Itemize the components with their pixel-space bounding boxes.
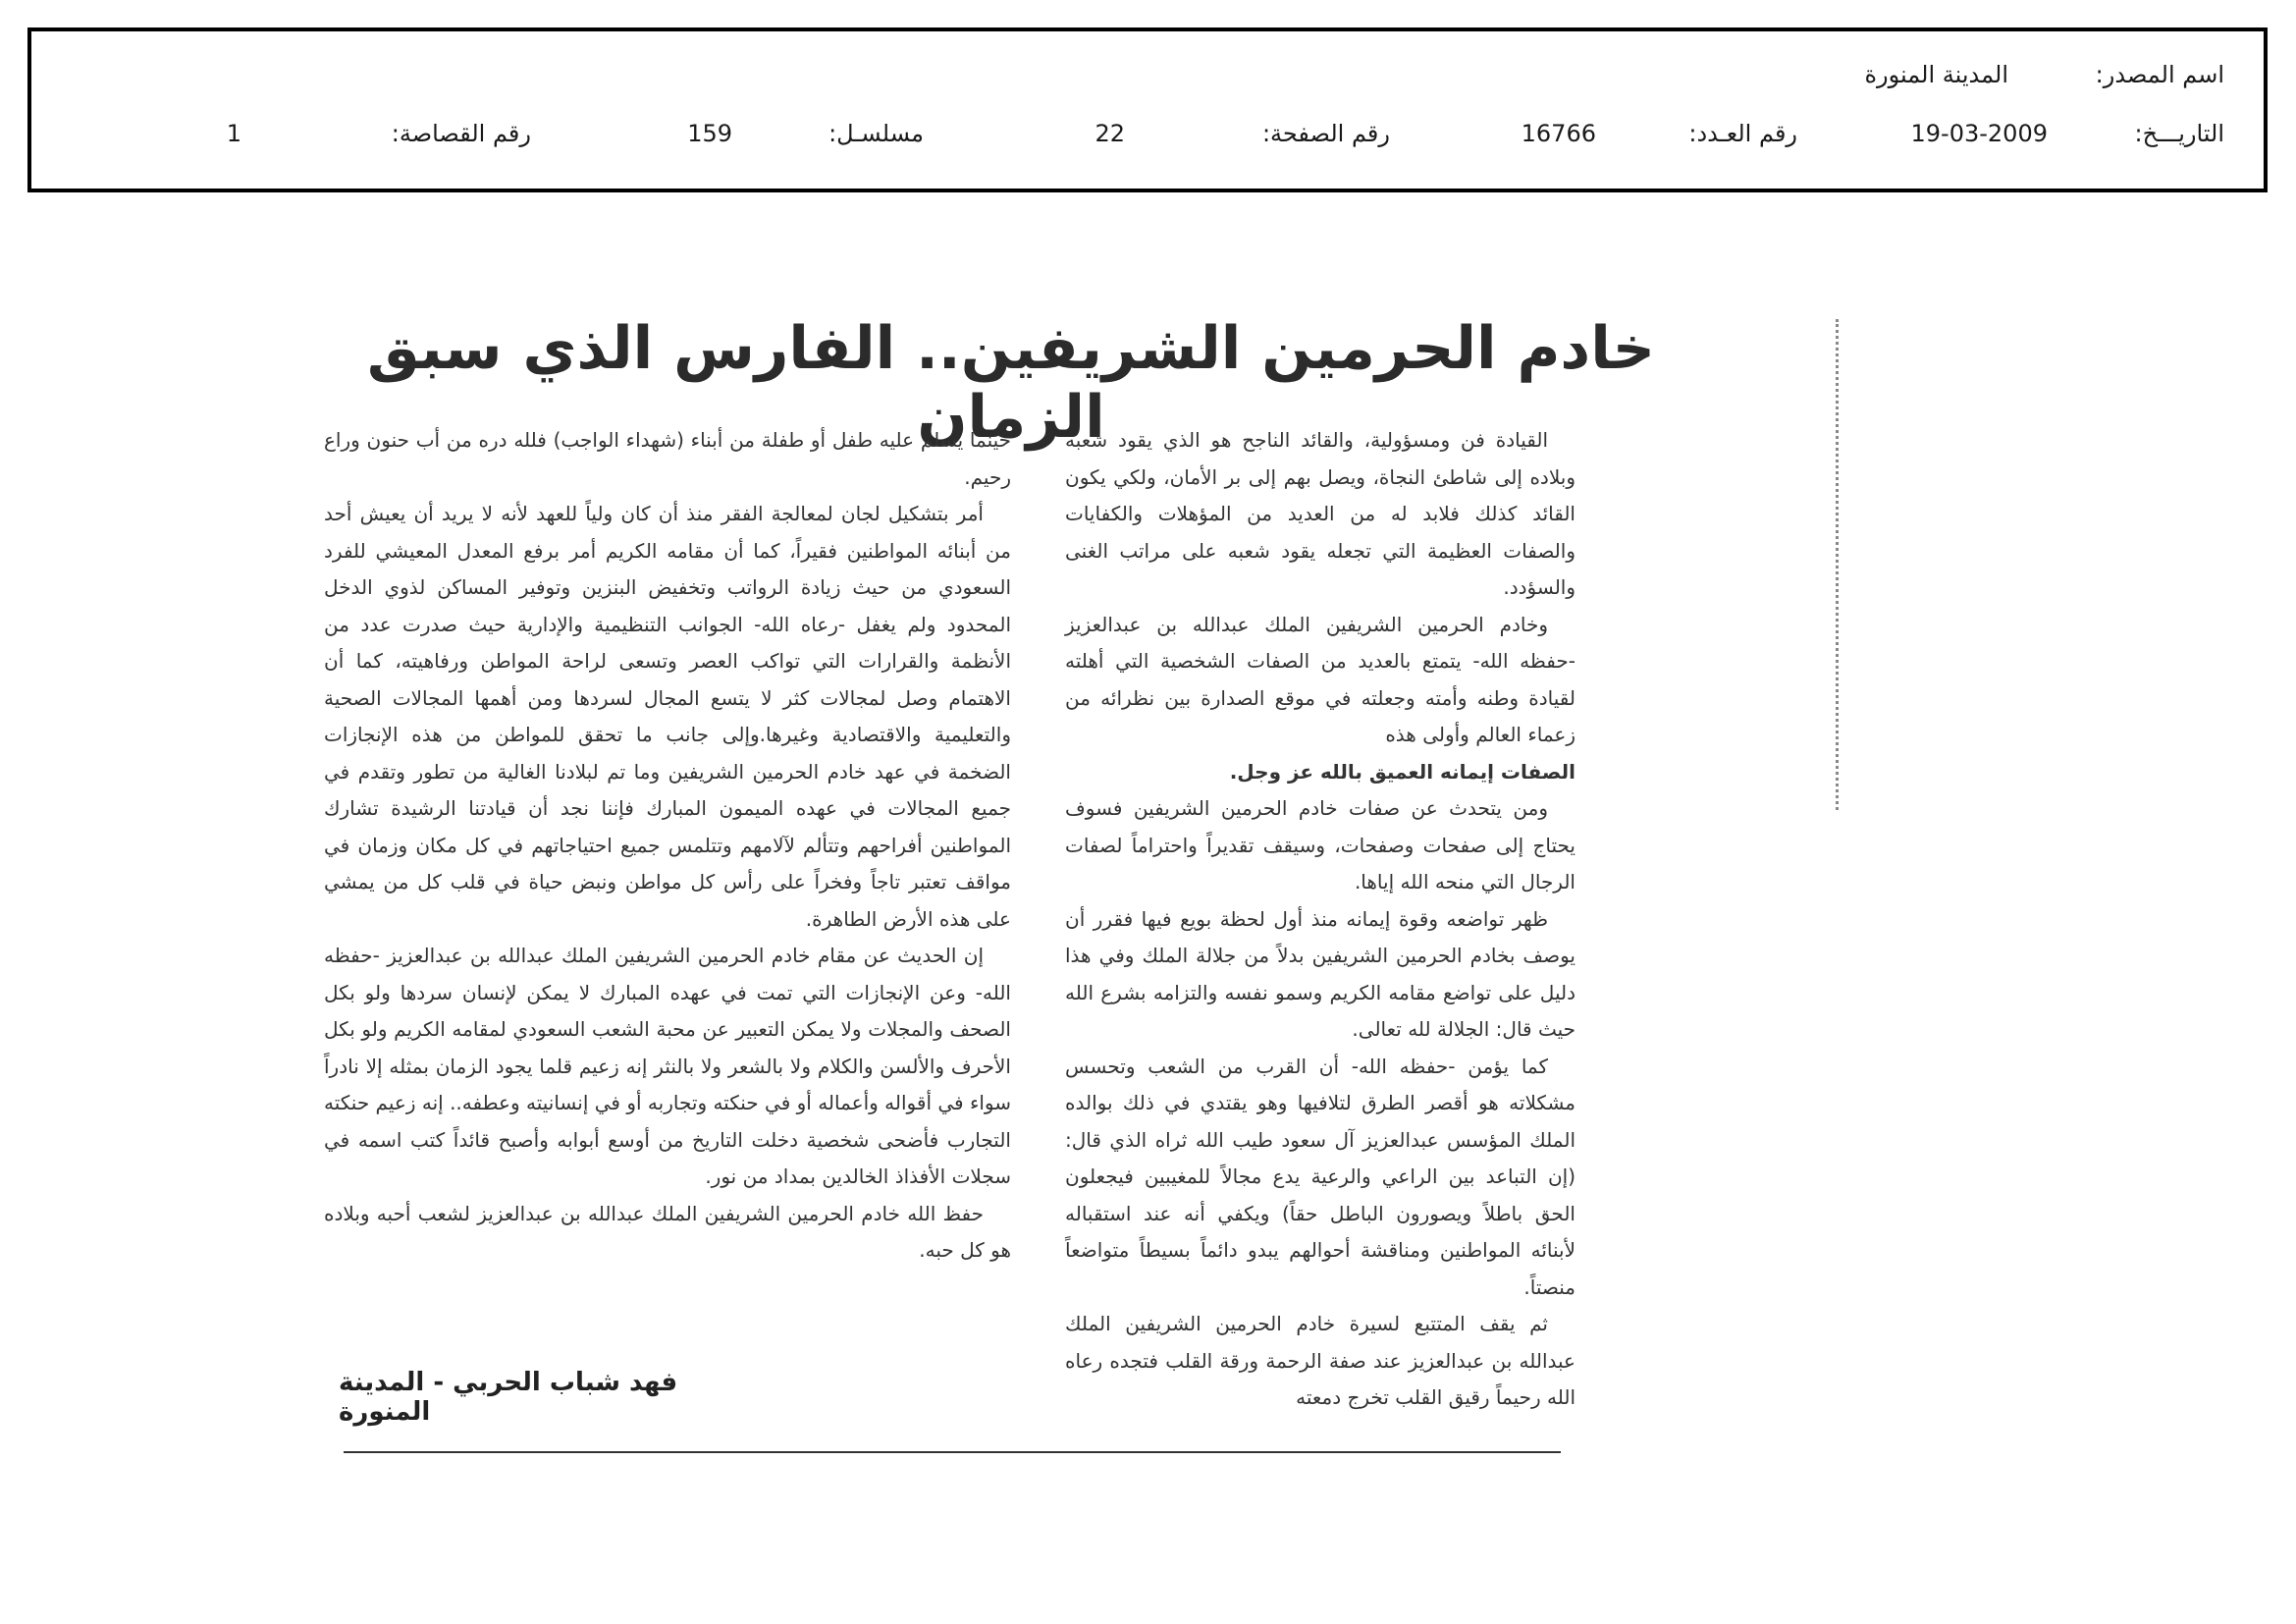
article-byline: فهد شباب الحربي - المدينة المنورة (339, 1368, 678, 1427)
right-paragraph-4: ومن يتحدث عن صفات خادم الحرمين الشريفين فسوف يحتاج إلى صفحات وصفحات، وسيقف تقديراً واحتراماً لصفات الرجال التي منحه الله إياها. (1065, 796, 1575, 893)
right-paragraph-3: الصفات إيمانه العميق بالله عز وجل. (1229, 759, 1575, 784)
clip-number-label: رقم القصاصة: (391, 120, 531, 147)
article-right-column (1065, 422, 1575, 1417)
left-paragraph-4: حفظ الله خادم الحرمين الشريفين الملك عبدالله بن عبدالعزيز لشعب أحبه وبلاده هو كل حبه. (324, 1201, 1011, 1262)
source-value: المدينة المنورة (1864, 61, 2008, 88)
article-headline: خادم الحرمين الشريفين.. الفارس الذي سبق الزمان (366, 314, 1655, 452)
page-value: 22 (1095, 120, 1125, 147)
left-paragraph-2: أمر بتشكيل لجان لمعالجة الفقر منذ أن كان ولياً للعهد لأنه لا يريد أن يعيش أحد من أبنائه المواطنين فقيراً، كما أن مقامه الكريم أمر برفع المعدل المعيشي للفرد السعودي من حيث زيادة الرواتب وتخفيض البنزين وتوفير المساكن لذوي الدخل المحدود ولم يغفل -رعاه الله- الجوانب التنظيمية والإدارية حيث صدرت عدد من الأنظمة والقرارات التي تواكب العصر وتسعى لراحة المواطن ورفاهيته، كما أن الاهتمام وصل لمجالات كثر لا يتسع المجال لسردها ومن أهمها المجالات الصحية والتعليمية والاقتصادية وغيرها.وإلى جانب ما تحقق للمواطن من هذه الإنجازات الضخمة في عهد خادم الحرمين الشريفين وما تم لبلادنا الغالية من تطور وتقدم في جميع المجالات في عهده الميمون المبارك فإننا نجد أن قيادتنا الرشيدة تشارك المواطنين أفراحهم وتتألم لآلامهم وتتلمس جميع احتياجاتهم في كل مكان وزمان في مواقف تعتبر تاجاً وفخراً على رأس كل مواطن ونبض حياة في قلب كل من يمشي على هذه الأرض الطاهرة. (324, 502, 1011, 931)
article-bottom-rule (344, 1451, 1561, 1453)
clip-number-value: 1 (226, 120, 241, 147)
clipping-metadata-box (27, 27, 2268, 192)
date-value: 19-03-2009 (1910, 120, 2048, 147)
left-paragraph-3: إن الحديث عن مقام خادم الحرمين الشريفين الملك عبدالله بن عبدالعزيز -حفظه الله- وعن الإنجازات التي تمت في عهده المبارك لا يمكن لإنسان سردها ولو بكل الصحف والمجلات ولا يمكن التعبير عن محبة الشعب السعودي لمقامه الكريم ولو بكل الأحرف والألسن والكلام ولا بالشعر ولا بالنثر إنه زعيم قلما يجود الزمان بمثله إلا نادراً سواء في أقواله وأعماله أو في حنكته وتجاربه أو في إنسانيته وعطفه.. إنه زعيم حنكته التجارب فأضحى شخصية دخلت التاريخ من أوسع أبوابه وأصبح قائداً كتب اسمه في سجلات الأفذاذ الخالدين بمداد من نور. (324, 944, 1011, 1188)
source-label: اسم المصدر: (2095, 61, 2224, 88)
left-paragraph-1: حينما يسلم عليه طفل أو طفلة من أبناء (شهداء الواجب) فلله دره من أب حنون وراع رحيم. (324, 428, 1011, 489)
right-paragraph-6: كما يؤمن -حفظه الله- أن القرب من الشعب وتحسس مشكلاته هو أقصر الطرق لتلافيها وهو يقتدي في ذلك بوالده الملك المؤسس عبدالعزيز آل سعود طيب الله ثراه الذي قال: (إن التباعد بين الراعي والرعية يدع مجالاً للمغيبين فيجعلون الحق باطلاً ويصورون الباطل حقاً) ويكفي أنه عند استقباله لأبنائه المواطنين ومناقشة أحوالهم يبدو دائماً بسيطاً متواضعاً منصتاً. (1065, 1054, 1575, 1299)
issue-label: رقم العـدد: (1688, 120, 1797, 147)
page-label: رقم الصفحة: (1261, 120, 1390, 147)
right-paragraph-2: وخادم الحرمين الشريفين الملك عبدالله بن عبدالعزيز -حفظه الله- يتمتع بالعديد من الصفات الشخصية التي أهلته لقيادة وطنه وأمته وجعلته في موقع الصدارة بين نظرائه من زعماء العالم وأولى هذه (1065, 612, 1575, 746)
article-left-column (324, 422, 1011, 1270)
newspaper-clipping (324, 314, 1845, 1492)
right-paragraph-5: ظهر تواضعه وقوة إيمانه منذ أول لحظة بويع فيها فقرر أن يوصف بخادم الحرمين الشريفين بدلاً من جلالة الملك وفي هذا دليل على تواضع مقامه الكريم وسمو نفسه والتزامه بشرع الله حيث قال: الجلالة لله تعالى. (1065, 906, 1575, 1041)
right-paragraph-1: القيادة فن ومسؤولية، والقائد الناجح هو الذي يقود شعبه وبلاده إلى شاطئ النجاة، ويصل بهم إلى بر الأمان، ولكي يكون القائد كذلك فلابد له من العديد من المؤهلات والكفايات والصفات العظيمة التي تجعله يقود شعبه على مراتب الغنى والسؤدد. (1065, 428, 1575, 599)
issue-value: 16766 (1521, 120, 1596, 147)
right-paragraph-7: ثم يقف المتتبع لسيرة خادم الحرمين الشريفين الملك عبدالله بن عبدالعزيز عند صفة الرحمة ورقة القلب فتجده رعاه الله رحيماً رقيق القلب تخرج دمعته (1065, 1312, 1575, 1409)
date-label: التاريـــخ: (2134, 120, 2224, 147)
serial-label: مسلسـل: (828, 120, 924, 147)
clipping-edge-divider (1836, 319, 1839, 810)
serial-value: 159 (687, 120, 732, 147)
